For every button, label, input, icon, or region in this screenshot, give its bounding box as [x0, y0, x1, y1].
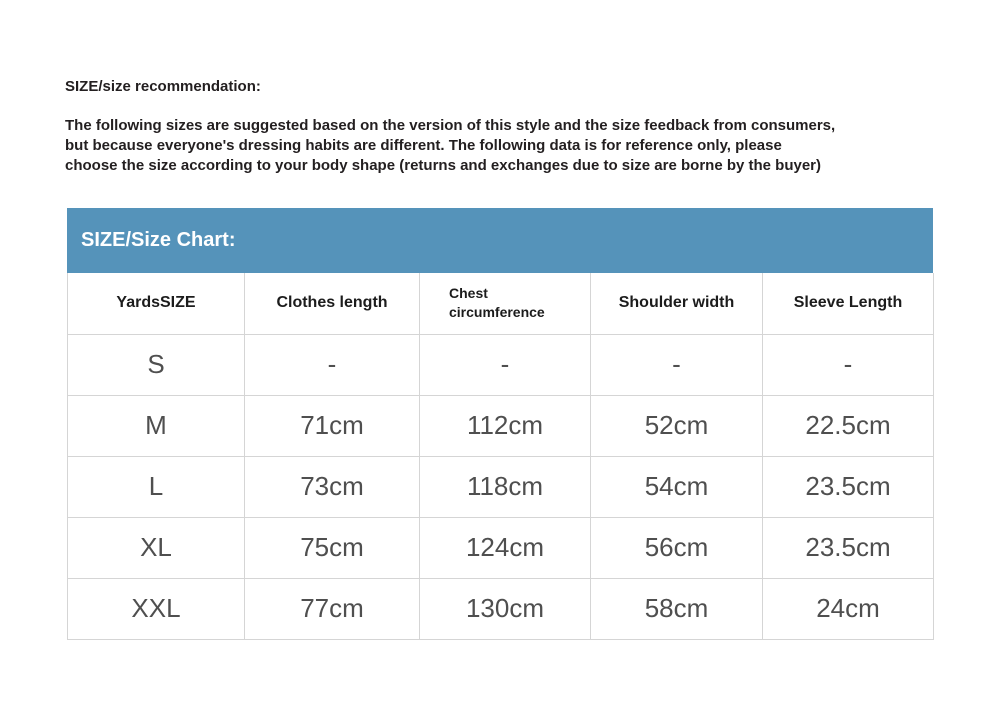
cell-clothes-length: - [245, 334, 420, 395]
description-line-2: but because everyone's dressing habits are different. The following data is for reference only, please [65, 137, 782, 154]
cell-clothes-length: 75cm [245, 517, 420, 578]
cell-sleeve: 22.5cm [763, 395, 934, 456]
cell-sleeve: 23.5cm [763, 517, 934, 578]
cell-sleeve: - [763, 334, 934, 395]
cell-shoulder: 56cm [591, 517, 763, 578]
description-line-1: The following sizes are suggested based on the version of this style and the size feedback from consumers, [65, 117, 836, 134]
table-row-m [68, 395, 934, 456]
cell-chest: 112cm [420, 395, 591, 456]
cell-size: S [68, 334, 245, 395]
cell-chest: 130cm [420, 578, 591, 639]
size-chart-title: SIZE/Size Chart: [81, 229, 236, 251]
cell-shoulder: 58cm [591, 578, 763, 639]
column-header-clothes-length: Clothes length [245, 273, 420, 334]
column-header-chest-label: Chest circumference [449, 285, 545, 321]
table-header-row [68, 273, 934, 334]
cell-chest: - [420, 334, 591, 395]
table-row-s [68, 334, 934, 395]
cell-shoulder: 54cm [591, 456, 763, 517]
size-table [67, 273, 934, 640]
cell-size: XXL [68, 578, 245, 639]
size-description [65, 116, 937, 176]
page-title: SIZE/size recommendation: [65, 78, 261, 95]
cell-chest: 124cm [420, 517, 591, 578]
cell-clothes-length: 73cm [245, 456, 420, 517]
table-row-xl [68, 517, 934, 578]
cell-shoulder: 52cm [591, 395, 763, 456]
description-line-3: choose the size according to your body shape (returns and exchanges due to size are borne by the buyer) [65, 157, 822, 174]
size-chart-header-bar [67, 208, 933, 273]
cell-clothes-length: 71cm [245, 395, 420, 456]
cell-chest: 118cm [420, 456, 591, 517]
cell-size: XL [68, 517, 245, 578]
cell-size: L [68, 456, 245, 517]
cell-sleeve: 24cm [763, 578, 934, 639]
cell-shoulder: - [591, 334, 763, 395]
column-header-sleeve-length: Sleeve Length [763, 273, 934, 334]
column-header-shoulder-width: Shoulder width [591, 273, 763, 334]
column-header-size: YardsSIZE [68, 273, 245, 334]
cell-clothes-length: 77cm [245, 578, 420, 639]
column-header-chest-circumference [420, 273, 591, 334]
table-row-l [68, 456, 934, 517]
table-row-xxl [68, 578, 934, 639]
cell-sleeve: 23.5cm [763, 456, 934, 517]
cell-size: M [68, 395, 245, 456]
